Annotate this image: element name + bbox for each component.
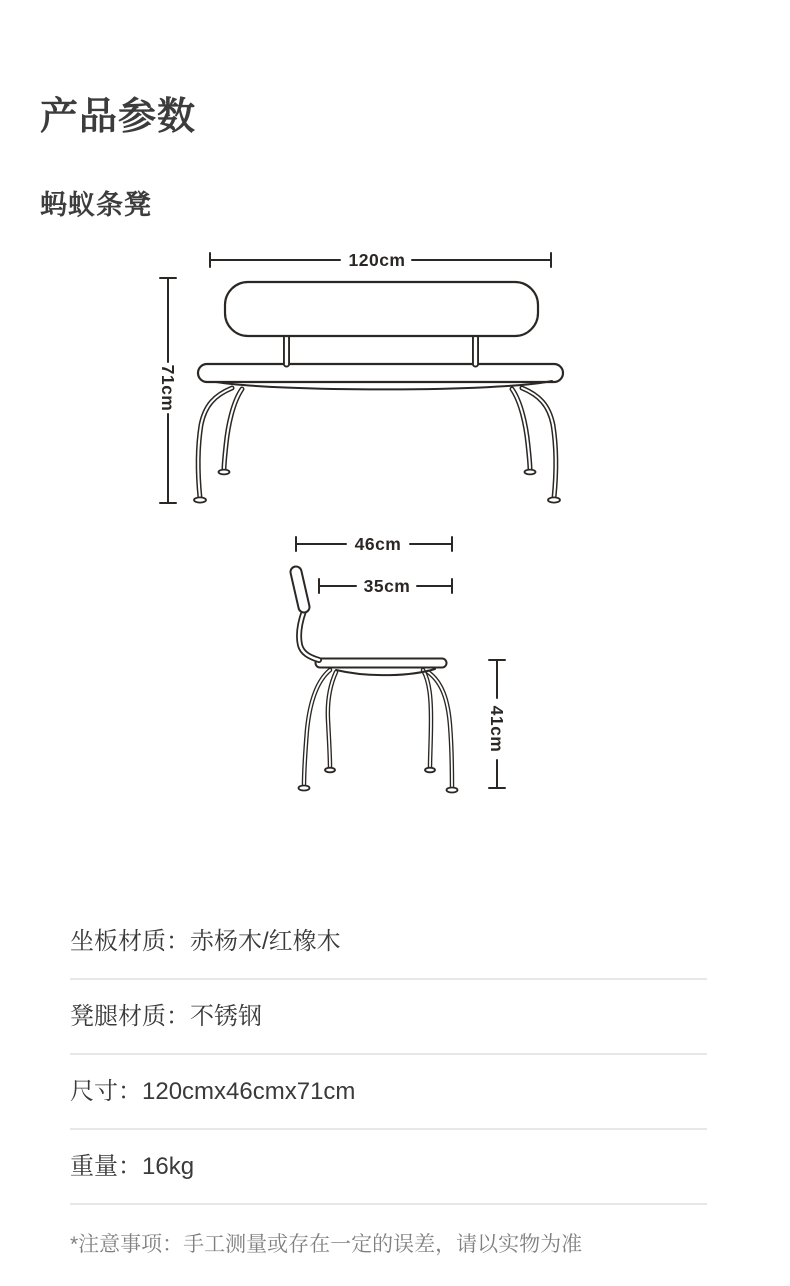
spec-value: 16kg xyxy=(142,1152,195,1180)
side-depth-dimension xyxy=(296,534,452,554)
front-legs xyxy=(194,388,560,503)
bench-side-view xyxy=(296,534,507,793)
spec-value: 不锈钢 xyxy=(190,1002,262,1030)
front-width-label: 120cm xyxy=(348,250,406,270)
spec-value: 赤杨木/红橡木 xyxy=(190,927,341,955)
side-backrest xyxy=(296,572,319,660)
spec-table xyxy=(70,905,707,1258)
spec-row-weight xyxy=(70,1130,707,1205)
side-seat-height-dimension xyxy=(487,660,507,788)
front-backrest xyxy=(225,282,538,336)
spec-row-seat-material xyxy=(70,905,707,980)
front-height-dimension xyxy=(158,278,178,503)
front-width-dimension xyxy=(210,250,551,270)
measurement-note: *注意事项：手工测量或存在一定的误差，请以实物为准 xyxy=(70,1233,583,1256)
spec-label: 尺寸： xyxy=(70,1077,142,1105)
front-backrest-struts xyxy=(287,337,476,364)
spec-label: 凳腿材质： xyxy=(70,1002,190,1030)
side-seat-height-label: 41cm xyxy=(487,705,507,753)
spec-row-size xyxy=(70,1055,707,1130)
spec-value: 120cmx46cmx71cm xyxy=(142,1077,356,1105)
bench-front-view xyxy=(158,250,563,503)
front-height-label: 71cm xyxy=(158,364,178,412)
bench-dimension-diagram xyxy=(0,240,790,820)
side-depth-label: 46cm xyxy=(354,534,402,554)
side-seat-depth-label: 35cm xyxy=(363,576,411,596)
page-title: 产品参数 xyxy=(40,96,197,138)
spec-row-leg-material xyxy=(70,980,707,1055)
product-name: 蚂蚁条凳 xyxy=(40,190,152,220)
front-seat xyxy=(198,364,563,389)
spec-label: 坐板材质： xyxy=(70,927,190,955)
side-legs xyxy=(299,670,458,793)
side-seat-depth-dimension xyxy=(319,576,452,596)
spec-label: 重量： xyxy=(70,1152,142,1180)
